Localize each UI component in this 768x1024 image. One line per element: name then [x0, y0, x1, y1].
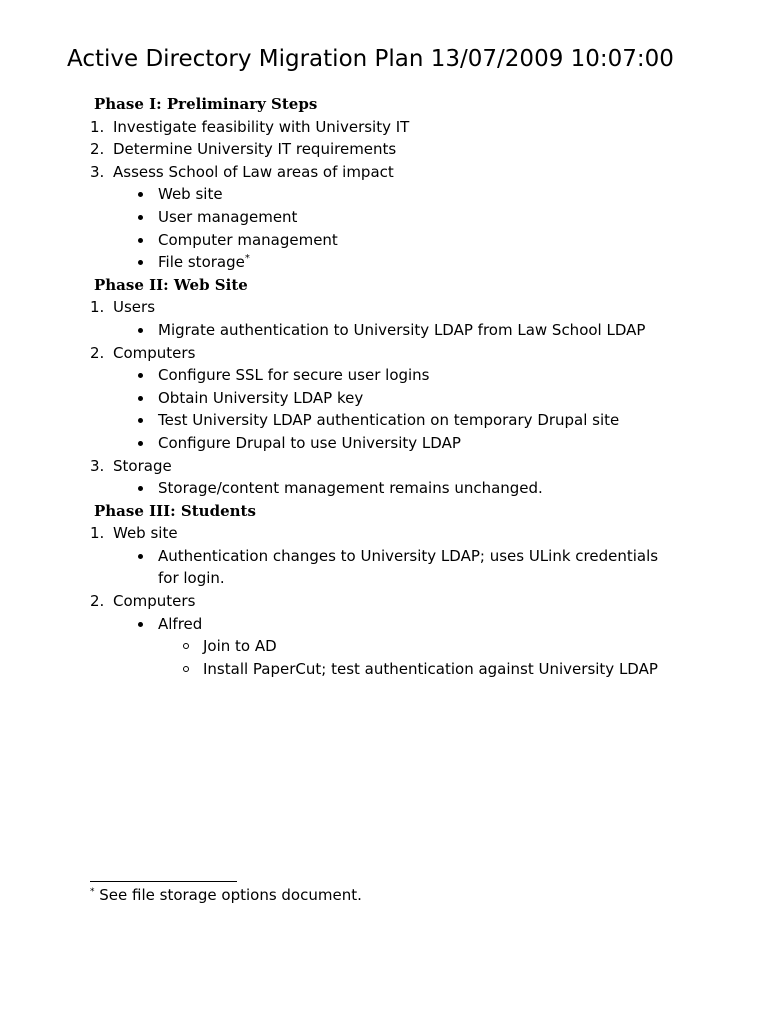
task-text: Authentication changes to University LDAP; uses ULink credentials for login.: [158, 546, 659, 588]
step-number: 3.: [90, 162, 105, 181]
step-number: 2.: [90, 592, 105, 611]
bullet-icon: [138, 486, 143, 491]
hollow-bullet-icon: [183, 643, 189, 649]
task-item: [0, 364, 768, 387]
impact-text: Web site: [158, 185, 223, 204]
task-item: [0, 409, 768, 432]
impact-text: File storage: [158, 253, 245, 272]
sub-task-item: [0, 635, 768, 658]
phase-2-step-2: [0, 342, 768, 365]
impact-item: [0, 251, 768, 274]
phase-3-heading: Phase III: Students: [94, 501, 256, 520]
task-item: [0, 477, 768, 500]
step-text: Storage: [113, 456, 172, 475]
bullet-icon: [138, 215, 143, 220]
bullet-icon: [138, 238, 143, 243]
footnote-marker: *: [90, 887, 95, 897]
step-text: Determine University IT requirements: [113, 140, 397, 159]
step-text: Computers: [113, 343, 196, 362]
bullet-icon: [138, 373, 143, 378]
task-text: Alfred: [158, 614, 203, 633]
task-text: Test University LDAP authentication on temporary Drupal site: [158, 411, 620, 430]
task-text: Configure SSL for secure user logins: [158, 366, 430, 385]
step-number: 3.: [90, 456, 105, 475]
step-text: Users: [113, 298, 156, 317]
phase-2-step-3: [0, 455, 768, 478]
document-body: [0, 93, 768, 680]
bullet-icon: [138, 622, 143, 627]
task-item: [0, 387, 768, 410]
sub-task-text: Join to AD: [203, 637, 277, 656]
bullet-icon: [138, 328, 143, 333]
step-text: Investigate feasibility with University IT: [113, 117, 410, 136]
task-item: [0, 319, 768, 342]
bullet-icon: [138, 260, 143, 265]
hollow-bullet-icon: [183, 666, 189, 672]
document-title: Active Directory Migration Plan 13/07/2009 10:07:00: [67, 46, 674, 72]
task-text: Storage/content management remains unchanged.: [158, 479, 543, 498]
step-text: Web site: [113, 524, 178, 543]
bullet-icon: [138, 192, 143, 197]
task-text: Configure Drupal to use University LDAP: [158, 433, 461, 452]
task-item: [0, 432, 768, 455]
step-text: Assess School of Law areas of impact: [113, 162, 394, 181]
step-number: 2.: [90, 343, 105, 362]
bullet-icon: [138, 441, 143, 446]
impact-text: User management: [158, 207, 298, 226]
footnote-separator: [90, 881, 237, 882]
task-item: [0, 613, 768, 636]
step-number: 1.: [90, 524, 105, 543]
phase-2-heading: Phase II: Web Site: [94, 275, 248, 294]
impact-item: [0, 206, 768, 229]
footnote: [90, 884, 362, 906]
bullet-icon: [138, 418, 143, 423]
task-text: Obtain University LDAP key: [158, 388, 364, 407]
step-text: Computers: [113, 592, 196, 611]
task-text: Migrate authentication to University LDAP from Law School LDAP: [158, 320, 646, 339]
phase-3-step-1: [0, 522, 768, 545]
bullet-icon: [138, 554, 143, 559]
step-number: 2.: [90, 140, 105, 159]
impact-item: [0, 229, 768, 252]
phase-1-step-2: [0, 138, 768, 161]
footnote-text: See file storage options document.: [99, 886, 362, 904]
step-number: 1.: [90, 117, 105, 136]
phase-2-step-1: [0, 296, 768, 319]
phase-3-step-2: [0, 590, 768, 613]
sub-task-text: Install PaperCut; test authentication against University LDAP: [203, 659, 658, 678]
step-number: 1.: [90, 298, 105, 317]
footnote-reference[interactable]: *: [244, 253, 250, 265]
impact-item: [0, 183, 768, 206]
task-item: [0, 545, 768, 590]
phase-1-step-1: [0, 116, 768, 139]
phase-1-step-3: [0, 161, 768, 184]
phase-1-heading: Phase I: Preliminary Steps: [94, 95, 318, 113]
bullet-icon: [138, 396, 143, 401]
impact-text: Computer management: [158, 230, 338, 249]
sub-task-item: [0, 658, 768, 681]
